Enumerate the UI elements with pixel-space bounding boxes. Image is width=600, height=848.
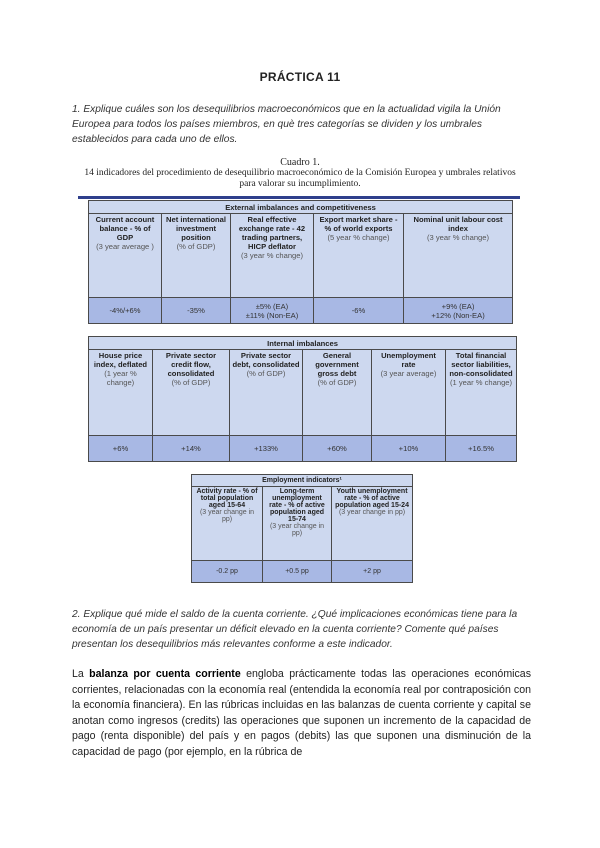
internal-threshold: +133% — [230, 436, 303, 462]
table-caption-text: 14 indicadores del procedimiento de desequilibrio macroeconómico de la Comisión Europea y umbrales relativos para valorar su incumplimiento. — [84, 168, 516, 189]
external-threshold: -6% — [314, 298, 404, 324]
internal-col-header: Unemployment rate (3 year average) — [372, 350, 446, 436]
external-imbalances-table — [88, 200, 513, 324]
internal-col-header: Private sector credit flow, consolidated (% of GDP) — [153, 350, 230, 436]
internal-col-header: Private sector debt, consolidated (% of GDP) — [230, 350, 303, 436]
employment-col-header: Long-term unemployment rate - % of active population aged 15-74 (3 year change in pp) — [263, 487, 332, 561]
external-threshold: ±5% (EA) ±11% (Non-EA) — [231, 298, 314, 324]
internal-col-header: General government gross debt (% of GDP) — [303, 350, 372, 436]
internal-threshold: +6% — [89, 436, 153, 462]
internal-imbalances-table — [88, 336, 517, 462]
internal-threshold: +60% — [303, 436, 372, 462]
external-table-title: External imbalances and competitiveness — [89, 201, 513, 214]
external-table-top-rule — [78, 196, 520, 199]
external-threshold: -35% — [162, 298, 231, 324]
external-threshold: -4%/+6% — [89, 298, 162, 324]
bold-term: balanza por cuenta corriente — [89, 668, 241, 680]
external-col-header: Real effective exchange rate - 42 trading partners, HICP deflator (3 year % change) — [231, 214, 314, 298]
internal-col-header: Total financial sector liabilities, non-consolidated (1 year % change) — [446, 350, 517, 436]
table-caption-label: Cuadro 1. — [280, 157, 320, 168]
employment-threshold: -0.2 pp — [192, 561, 263, 583]
internal-table-title: Internal imbalances — [89, 337, 517, 350]
question-2: 2. Explique qué mide el saldo de la cuenta corriente. ¿Qué implicaciones económicas tiene para la economía de un país presentar un déficit elevado en la cuenta corriente? Comente qué países presentan los desequilibrios más relevantes conforme a este indicador. — [72, 609, 518, 650]
internal-threshold: +10% — [372, 436, 446, 462]
body-paragraph: La balanza por cuenta corriente engloba prácticamente todas las operaciones económicas corrientes, relacionadas con la economía real (entendida la economía real por contraposición con la economía financiera). En las rúbricas incluidas en las balanzas de cuenta corriente y capital se anotan como ingresos (credits) las operaciones que suponen un incremento de la capacidad de pago (renta disponible) del país y en pagos (debits) las que suponen una disminución de la capacidad de pago (por ejemplo, en la rúbrica de — [72, 668, 531, 758]
employment-threshold: +2 pp — [332, 561, 413, 583]
page-title: PRÁCTICA 11 — [259, 70, 341, 84]
internal-threshold: +14% — [153, 436, 230, 462]
employment-table-title: Employment indicators¹ — [192, 475, 413, 487]
internal-threshold: +16.5% — [446, 436, 517, 462]
external-col-header: Net international investment position (% of GDP) — [162, 214, 231, 298]
external-threshold: +9% (EA) +12% (Non-EA) — [404, 298, 513, 324]
external-col-header: Nominal unit labour cost index (3 year % change) — [404, 214, 513, 298]
external-col-header: Export market share - % of world exports (5 year % change) — [314, 214, 404, 298]
employment-col-header: Activity rate - % of total population aged 15-64 (3 year change in pp) — [192, 487, 263, 561]
internal-col-header: House price index, deflated (1 year % change) — [89, 350, 153, 436]
employment-threshold: +0.5 pp — [263, 561, 332, 583]
employment-indicators-table — [191, 474, 413, 583]
external-col-header: Current account balance - % of GDP (3 year average ) — [89, 214, 162, 298]
employment-col-header: Youth unemployment rate - % of active population aged 15-24 (3 year change in pp) — [332, 487, 413, 561]
question-1: 1. Explique cuáles son los desequilibrios macroeconómicos que en la actualidad vigila la Unión Europea para todos los países miembros, en què tres categorías se dividen y los umbrales establecidos para cada uno de ellos. — [72, 104, 501, 145]
